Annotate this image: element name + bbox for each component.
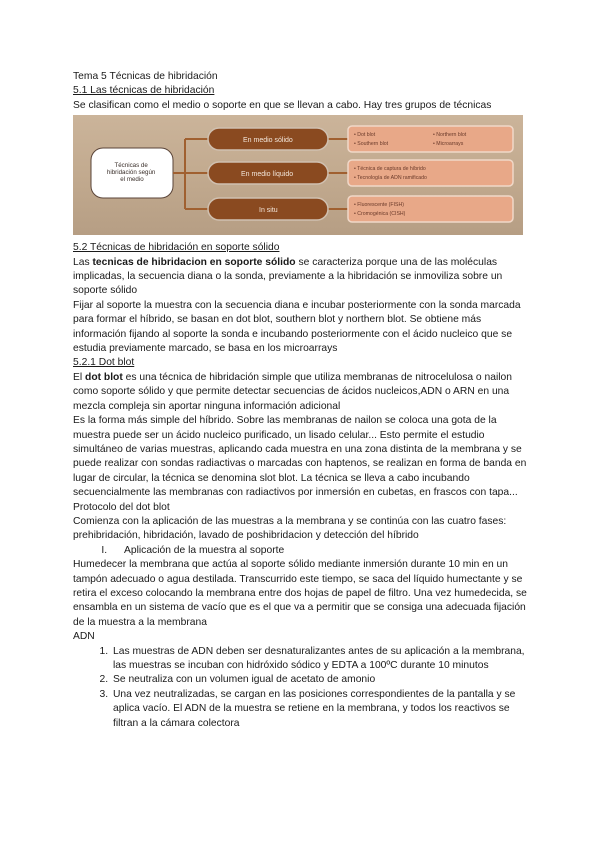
result-microarrays: • Microarrays: [433, 141, 464, 148]
result-cish: • Cromogénica (CISH): [354, 211, 406, 218]
dot-blot-paragraph-1: [73, 371, 533, 414]
result-box-solid: [348, 126, 513, 152]
text-run: es una técnica de hibridación simple que utiliza membranas de nitrocelulosa o nailon como soporte sólido y que permite detectar secuencias de ácidos nucleicos,ADN o ARN en una mezcla compleja sin aportar ninguna información adicional: [73, 371, 513, 412]
text-run: El: [73, 371, 86, 383]
doc-title: Tema 5 Técnicas de hibridación: [73, 71, 218, 82]
result-fish: • Fluorescente (FISH): [354, 202, 404, 209]
result-box-liquid: [348, 160, 513, 186]
section-5-2-heading: 5.2 Técnicas de hibridación en soporte sólido: [73, 242, 280, 254]
bold-term: tecnicas de hibridacion en soporte sólido: [92, 256, 296, 268]
result-captura: • Técnica de captura de híbrido: [354, 166, 426, 173]
document-body: [73, 70, 533, 731]
branch-label-insitu: In situ: [259, 207, 278, 215]
result-northern-blot: • Northern blot: [433, 132, 467, 139]
text-run: Las: [73, 256, 93, 268]
section-5-2-paragraph-2: Fijar al soporte la muestra con la secuencia diana e incubar posteriormente con la sonda marcada para formar el híbrido, se basan en dot blot, southern blot y northern blot. Se obtiene más información fijando al soporte la sonda e incubando posteriormente con el ácido nucleico que se estudia previamente marcado, se basa en los microarrays: [73, 299, 521, 355]
list-item: 2. Se neutraliza con un volumen igual de acetato de amonio: [111, 673, 533, 687]
protocol-text: Comienza con la aplicación de las muestras a la membrana y se continúa con las cuatro fases: prehibridación, hibridación, lavado de poshibridacion y detección del híbrido: [73, 515, 507, 542]
result-southern-blot: • Southern blot: [354, 141, 389, 148]
branch-label-liquid: En medio líquido: [241, 171, 294, 179]
classification-diagram-photo: [73, 115, 523, 235]
roman-list: [73, 544, 533, 558]
bold-term: dot blot: [85, 371, 123, 383]
list-item: 3. Una vez neutralizadas, se cargan en las posiciones correspondientes de la pantalla y se aplica vacío. El ADN de la muestra se retiene en la membrana, y todos los reactivos se filtran a la cámara colectora: [111, 688, 533, 731]
section-5-1-heading: 5.1 Las técnicas de hibridación: [73, 85, 215, 97]
list-item: 1. Las muestras de ADN deben ser desnaturalizantes antes de su aplicación a la membrana, las muestras se incuban con hidróxido sódico y EDTA a 100ºC durante 10 minutos: [111, 645, 533, 674]
result-box-insitu: [348, 196, 513, 222]
protocol-title: Protocolo del dot blot: [73, 501, 170, 513]
root-line-2: hibridación según: [106, 169, 156, 177]
section-5-2-1-heading: 5.2.1 Dot blot: [73, 357, 135, 369]
text-run: se caracteriza porque una de las moléculas implicadas, la secuencia diana o la sonda, previamente a la hibridación se inmoviliza sobre un soporte sólido: [73, 256, 503, 297]
result-adn-ramificado: • Tecnología de ADN ramificado: [354, 175, 427, 182]
result-dot-blot: • Dot blot: [354, 132, 376, 139]
roman-list-item: I. Aplicación de la muestra al soporte: [110, 544, 533, 558]
branch-label-solid: En medio sólido: [243, 137, 293, 145]
dot-blot-paragraph-2: Es la forma más simple del híbrido. Sobre las membranas de nailon se coloca una gota de la muestra puede ser un ácido nucleico purificado, un lisado celular... Esto permite el estudio simultáneo de varias muestras, aplicando cada muestra en una zona distinta de la membrana y se puede realizar con sondas radiactivas o marcadas con haptenos, se realizan en forma de banda en lugar de circular, la técnica se denomina slot blot. La técnica se lleva a cabo incubando secuencialmente las membranas con radiactivos por inmersión en cubetas, en frascos con tapa...: [73, 415, 527, 499]
apply-paragraph: Humedecer la membrana que actúa al soporte sólido mediante inmersión durante 10 min en un tampón adecuado o agua destilada. Transcurrido este tiempo, se saca del líquido humectante y se retira el exceso colocando la membrana entre dos hojas de papel de filtro. Una vez humedecida, se ensambla en un sistema de vacío que es el que va a permitir que se consiga una adecuada fijación de la muestra a la membrana: [73, 559, 527, 628]
root-line-3: el medio: [120, 176, 144, 184]
section-5-1-text: Se clasifican como el medio o soporte en que se llevan a cabo. Hay tres grupos de técnicas: [73, 99, 492, 111]
section-5-2-paragraph-1: [73, 256, 533, 299]
adn-steps-list: [73, 645, 533, 731]
adn-label: ADN: [73, 631, 95, 643]
root-line-1: Técnicas de: [114, 162, 148, 170]
